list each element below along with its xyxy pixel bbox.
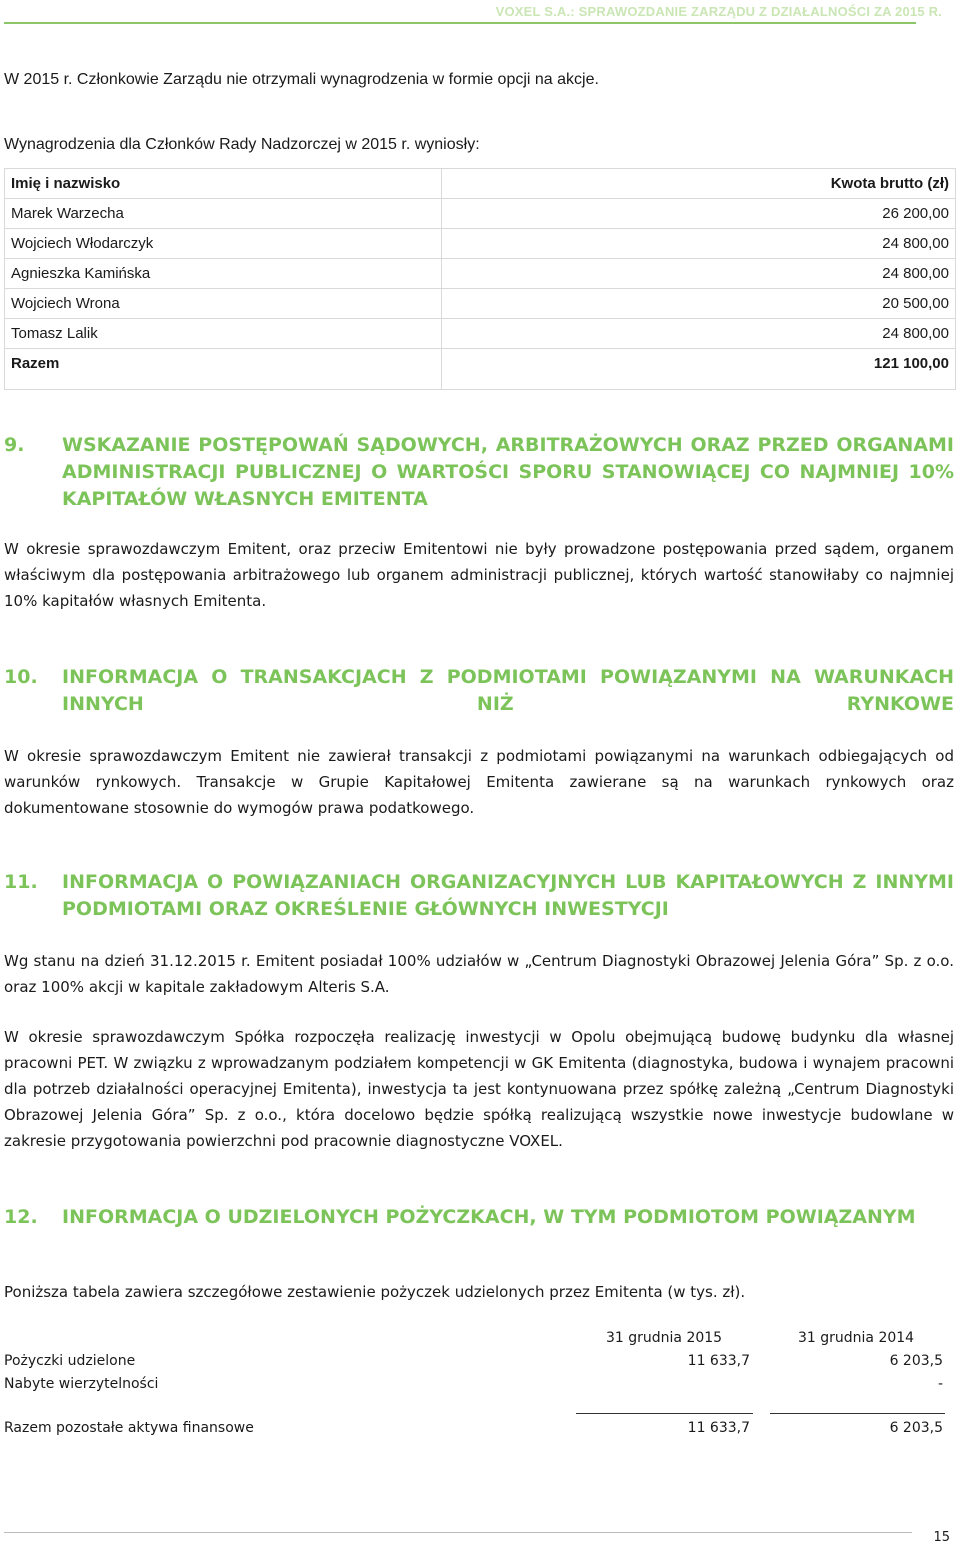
- footer-rule: [4, 1532, 912, 1533]
- section-12-heading: [4, 1204, 954, 1231]
- board-remuneration-table: [4, 168, 956, 390]
- running-header: VOXEL S.A.: SPRAWOZDANIE ZARZĄDU Z DZIAŁALNOŚCI ZA 2015 R.: [495, 4, 942, 19]
- table-row: [5, 289, 956, 319]
- section-11-paragraph-2: W okresie sprawozdawczym Spółka rozpoczęła realizację inwestycji w Opolu obejmującą budowę budynku dla własnej pracowni PET. W związku z wprowadzanym podziałem kompetencji w GK Emitenta (diagnostyka, budowa i wynajem pracowni dla potrzeb działalności operacyjnej Emitenta), inwestycja ta jest kontynuowana przez spółkę zależną „Centrum Diagnostyki Obrazowej Jelenia Góra” Sp. z o.o., która docelowo będzie spółką realizującą wszystkie nowe inwestycje budowlane w zakresie przygotowania powierzchni pod pracownie diagnostyczne VOXEL.: [4, 1028, 954, 1150]
- row-amount: 24 800,00: [442, 319, 956, 349]
- total-label: Razem: [5, 349, 442, 390]
- section-number: 10.: [4, 666, 38, 688]
- section-number: 12.: [4, 1206, 38, 1228]
- section-12-paragraph: Poniższa tabela zawiera szczegółowe zestawienie pożyczek udzielonych przez Emitenta (w tys. zł).: [4, 1283, 746, 1301]
- section-title: INFORMACJA O UDZIELONYCH POŻYCZKACH, W TYM PODMIOTOM POWIĄZANYM: [62, 1206, 916, 1228]
- section-title: INFORMACJA O TRANSAKCJACH Z PODMIOTAMI POWIĄZANYMI NA WARUNKACH INNYCH NIŻ RYNKOWE: [62, 666, 954, 715]
- table-row: [5, 259, 956, 289]
- section-number: 9.: [4, 434, 25, 456]
- row-name: Wojciech Wrona: [5, 289, 442, 319]
- total-row-2014: 6 203,5: [889, 1420, 943, 1436]
- sum-rule-2015: [576, 1413, 753, 1414]
- loans-row-label: Pożyczki udzielone: [4, 1353, 136, 1369]
- row-amount: 24 800,00: [442, 229, 956, 259]
- col-header-2015: 31 grudnia 2015: [606, 1330, 723, 1346]
- loans-row-2015: 11 633,7: [687, 1353, 750, 1369]
- header-amount: Kwota brutto (zł): [442, 169, 956, 199]
- row-amount: 24 800,00: [442, 259, 956, 289]
- header-rule: [4, 22, 916, 24]
- header-name: Imię i nazwisko: [5, 169, 442, 199]
- table-row: [5, 199, 956, 229]
- col-header-2014: 31 grudnia 2014: [798, 1330, 915, 1346]
- total-row-2015: 11 633,7: [687, 1420, 750, 1436]
- section-10-heading-line1: [4, 664, 954, 718]
- sum-rule-2014: [770, 1413, 945, 1414]
- total-row-label: Razem pozostałe aktywa finansowe: [4, 1420, 254, 1436]
- row-name: Agnieszka Kamińska: [5, 259, 442, 289]
- section-number: 11.: [4, 871, 38, 893]
- section-9-paragraph: W okresie sprawozdawczym Emitent, oraz przeciw Emitentowi nie były prowadzone postępowania przed sądem, organem właściwym dla postępowania arbitrażowego lub organem administracji publicznej, których wartość stanowiłaby co najmniej 10% kapitałów własnych Emitenta.: [4, 540, 954, 610]
- section-11-paragraph-1: Wg stanu na dzień 31.12.2015 r. Emitent posiadał 100% udziałów w „Centrum Diagnostyki Obrazowej Jelenia Góra” Sp. z o.o. oraz 100% akcji w kapitale zakładowym Alteris S.A.: [4, 952, 954, 996]
- table-row: [5, 229, 956, 259]
- row-amount: 26 200,00: [442, 199, 956, 229]
- section-10-paragraph: W okresie sprawozdawczym Emitent nie zawierał transakcji z podmiotami powiązanymi na warunkach odbiegających od warunków rynkowych. Transakcje w Grupie Kapitałowej Emitenta zawierane są na warunkach rynkowych oraz dokumentowane stosownie do wymogów prawa podatkowego.: [4, 747, 954, 817]
- board-intro: Wynagrodzenia dla Członków Rady Nadzorczej w 2015 r. wyniosły:: [4, 136, 480, 153]
- receivables-row-label: Nabyte wierzytelności: [4, 1376, 159, 1392]
- loans-row-2014: 6 203,5: [889, 1353, 943, 1369]
- section-9-heading: [4, 432, 954, 513]
- section-11-heading: [4, 869, 954, 923]
- section-title: INFORMACJA O POWIĄZANIACH ORGANIZACYJNYCH LUB KAPITAŁOWYCH Z INNYMI PODMIOTAMI ORAZ OKREŚLENIE GŁÓWNYCH INWESTYCJI: [62, 871, 954, 920]
- row-name: Marek Warzecha: [5, 199, 442, 229]
- table-row: [5, 319, 956, 349]
- options-note: W 2015 r. Członkowie Zarządu nie otrzymali wynagrodzenia w formie opcji na akcje.: [4, 71, 599, 88]
- row-name: Wojciech Włodarczyk: [5, 229, 442, 259]
- section-title: WSKAZANIE POSTĘPOWAŃ SĄDOWYCH, ARBITRAŻOWYCH ORAZ PRZED ORGANAMI ADMINISTRACJI PUBLICZNEJ O WARTOŚCI SPORU STANOWIĄCEJ CO NAJMNIEJ 10% KAPITAŁÓW WŁASNYCH EMITENTA: [62, 434, 954, 510]
- row-amount: 20 500,00: [442, 289, 956, 319]
- table-total-row: [5, 349, 956, 390]
- total-amount: 121 100,00: [442, 349, 956, 390]
- receivables-row-2014: -: [937, 1376, 943, 1392]
- row-name: Tomasz Lalik: [5, 319, 442, 349]
- page-number: 15: [933, 1530, 950, 1545]
- table-header-row: [5, 169, 956, 199]
